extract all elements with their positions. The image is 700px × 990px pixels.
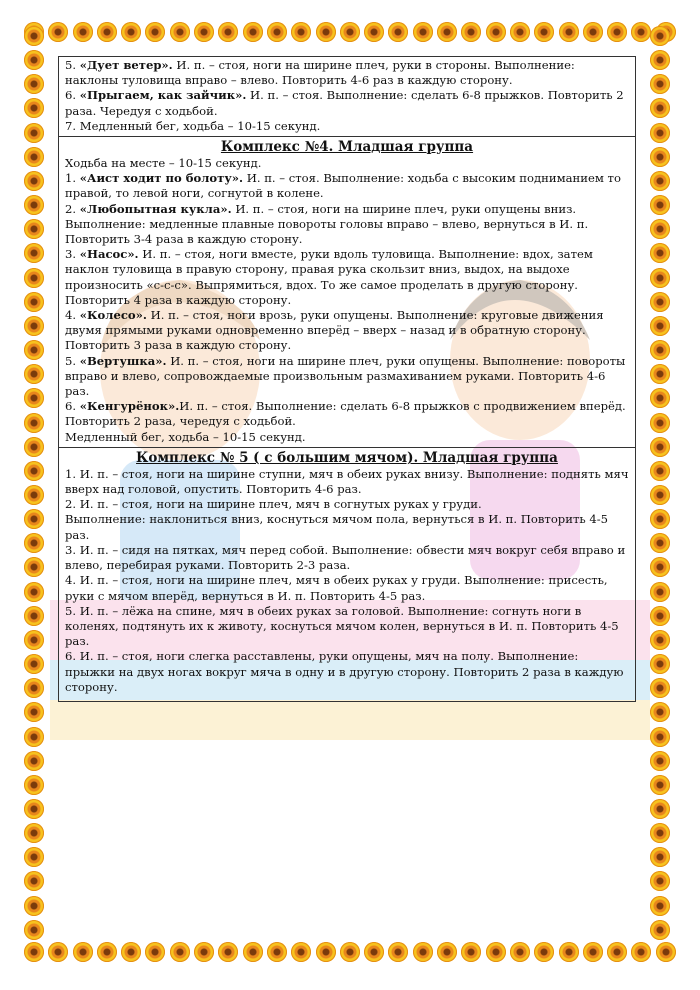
sunflower-icon [24, 98, 44, 118]
sunflower-icon [24, 606, 44, 626]
sunflower-icon [650, 219, 670, 239]
sunflower-icon [24, 340, 44, 360]
sunflower-icon [650, 678, 670, 698]
sunflower-icon [24, 751, 44, 771]
sunflower-icon [243, 22, 263, 42]
sunflower-icon [267, 942, 287, 962]
sunflower-icon [24, 727, 44, 747]
sunflower-icon [650, 437, 670, 457]
sunflower-icon [24, 413, 44, 433]
sunflower-icon [607, 942, 627, 962]
sunflower-icon [583, 22, 603, 42]
section-continued [59, 57, 635, 136]
sunflower-icon [631, 942, 651, 962]
sunflower-icon [24, 871, 44, 891]
sunflower-icon [24, 509, 44, 529]
sunflower-icon [559, 22, 579, 42]
sunflower-icon [437, 942, 457, 962]
sunflower-icon [650, 364, 670, 384]
sunflower-icon [24, 171, 44, 191]
sunflower-icon [24, 316, 44, 336]
sunflower-icon [650, 630, 670, 650]
sunflower-icon [650, 50, 670, 70]
sunflower-icon [461, 22, 481, 42]
sunflower-icon [24, 847, 44, 867]
sunflower-icon [24, 557, 44, 577]
sunflower-icon [24, 388, 44, 408]
sunflower-icon [650, 388, 670, 408]
exercise-item: Выполнение: наклониться вниз, коснуться мячом пола, вернуться в И. п. Повторить 4-5 раз. [65, 512, 609, 542]
sunflower-icon [170, 942, 190, 962]
sunflower-icon [650, 316, 670, 336]
sunflower-icon [24, 630, 44, 650]
sunflower-icon [364, 22, 384, 42]
sunflower-icon [24, 799, 44, 819]
sunflower-icon [291, 942, 311, 962]
complex-4-title: Комплекс №4. Младшая группа [220, 139, 474, 156]
sunflower-icon [24, 461, 44, 481]
exercise-item: 6. «Кенгурёнок».И. п. – стоя. Выполнение: сделать 6-8 прыжков с продвижением вперёд. Повторить 2 раза, чередуя с ходьбой. [65, 399, 626, 429]
sunflower-icon [607, 22, 627, 42]
sunflower-icon [486, 22, 506, 42]
sunflower-icon [218, 22, 238, 42]
sunflower-icon [194, 942, 214, 962]
sunflower-icon [194, 22, 214, 42]
sunflower-icon [650, 896, 670, 916]
exercise-item: 2. И. п. – стоя, ноги на ширине плеч, мяч в согнутых руках у груди. [65, 497, 482, 512]
exercise-item: 6. И. п. – стоя, ноги слегка расставлены, руки опущены, мяч на полу. Выполнение: прыжки на двух ногах вокруг мяча в одну и в другую сторону. Повторить 2 раза в каждую сторону. [65, 649, 624, 694]
sunflower-icon [559, 942, 579, 962]
sunflower-icon [24, 364, 44, 384]
sunflower-icon [24, 268, 44, 288]
sunflower-icon [486, 942, 506, 962]
sunflower-icon [650, 654, 670, 674]
sunflower-icon [48, 942, 68, 962]
sunflower-icon [24, 582, 44, 602]
border-left [24, 26, 50, 940]
sunflower-icon [650, 147, 670, 167]
sunflower-icon [437, 22, 457, 42]
sunflower-icon [650, 557, 670, 577]
sunflower-icon [170, 22, 190, 42]
sunflower-icon [24, 26, 44, 46]
sunflower-icon [650, 920, 670, 940]
sunflower-icon [24, 678, 44, 698]
sunflower-icon [24, 533, 44, 553]
sunflower-icon [24, 437, 44, 457]
exercise-item: 4. И. п. – стоя, ноги на ширине плеч, мяч в обеих руках у груди. Выполнение: присесть, руки с мячом вперёд, вернуться в И. п. Повторить 4-5 раз. [65, 573, 608, 603]
exercise-item: 4. «Колесо». И. п. – стоя, ноги врозь, руки опущены. Выполнение: круговые движения двумя прямыми руками одновременно вперёд – вверх – назад и в обратную сторону. Повторить 3 раза в каждую сторону. [65, 308, 604, 353]
sunflower-icon [650, 74, 670, 94]
sunflower-icon [24, 920, 44, 940]
sunflower-icon [413, 22, 433, 42]
sunflower-icon [650, 606, 670, 626]
sunflower-icon [534, 942, 554, 962]
exercise-item: 5. «Вертушка». И. п. – стоя, ноги на ширине плеч, руки опущены. Выполнение: повороты вправо и влево, сопровождаемые произвольным размахиванием руками. Повторить 4-6 раз. [65, 353, 626, 399]
sunflower-icon [97, 22, 117, 42]
sunflower-icon [24, 702, 44, 722]
sunflower-icon [24, 942, 44, 962]
sunflower-icon [650, 702, 670, 722]
exercise-item: 1. «Аист ходит по болоту». И. п. – стоя. Выполнение: ходьба с высоким подниманием то правой, то левой ноги, согнутой в колене. [65, 171, 621, 201]
sunflower-icon [24, 896, 44, 916]
sunflower-icon [267, 22, 287, 42]
sunflower-icon [24, 243, 44, 263]
sunflower-icon [650, 485, 670, 505]
sunflower-icon [650, 823, 670, 843]
exercise-item: 5. «Дует ветер». И. п. – стоя, ноги на ширине плеч, руки в стороны. Выполнение: наклоны туловища вправо – влево. Повторить 4-6 раз в каждую сторону. [65, 58, 575, 88]
sunflower-icon [48, 22, 68, 42]
sunflower-icon [413, 942, 433, 962]
sunflower-icon [510, 942, 530, 962]
sunflower-icon [631, 22, 651, 42]
sunflower-icon [145, 942, 165, 962]
complex-5-title: Комплекс № 5 ( с большим мячом). Младшая группа [136, 449, 558, 466]
sunflower-icon [218, 942, 238, 962]
sunflower-icon [650, 123, 670, 143]
border-top [24, 22, 676, 48]
sunflower-icon [650, 751, 670, 771]
border-right [650, 26, 676, 940]
sunflower-icon [24, 195, 44, 215]
sunflower-icon [24, 74, 44, 94]
sunflower-icon [24, 292, 44, 312]
exercise-table [58, 56, 636, 702]
sunflower-icon [145, 22, 165, 42]
exercise-item: 3. И. п. – сидя на пятках, мяч перед собой. Выполнение: обвести мяч вокруг себя вправо и влево, перебирая руками. Повторить 2-3 раза. [65, 542, 626, 573]
exercise-item: 1. И. п. – стоя, ноги на ширине ступни, мяч в обеих руках внизу. Выполнение: поднять мяч вверх над головой, опустить. Повторить 4-6 раз. [65, 466, 629, 497]
section-complex-5 [59, 447, 635, 701]
sunflower-icon [73, 942, 93, 962]
sunflower-icon [534, 22, 554, 42]
sunflower-icon [650, 582, 670, 602]
sunflower-icon [121, 22, 141, 42]
sunflower-icon [340, 22, 360, 42]
sunflower-icon [650, 171, 670, 191]
section-complex-4 [59, 136, 635, 447]
sunflower-icon [24, 775, 44, 795]
sunflower-icon [650, 533, 670, 553]
border-bottom [24, 942, 676, 968]
sunflower-icon [243, 942, 263, 962]
exercise-item: 2. «Любопытная кукла». И. п. – стоя, ноги на ширине плеч, руки опущены вниз. Выполнение: медленные плавные повороты головы вправо – влево, вернуться в И. п. Повторить 3-4 раза в каждую сторону. [65, 201, 589, 247]
sunflower-icon [650, 195, 670, 215]
sunflower-icon [650, 775, 670, 795]
sunflower-icon [316, 942, 336, 962]
sunflower-icon [650, 847, 670, 867]
sunflower-icon [650, 727, 670, 747]
sunflower-icon [73, 22, 93, 42]
sunflower-icon [583, 942, 603, 962]
sunflower-icon [650, 871, 670, 891]
sunflower-icon [24, 219, 44, 239]
sunflower-icon [650, 98, 670, 118]
sunflower-icon [97, 942, 117, 962]
sunflower-icon [461, 942, 481, 962]
sunflower-icon [650, 243, 670, 263]
sunflower-icon [656, 942, 676, 962]
sunflower-icon [24, 123, 44, 143]
exercise-item: 3. «Насос». И. п. – стоя, ноги вместе, руки вдоль туловища. Выполнение: вдох, затем наклон туловища в правую сторону, правая рука скользит вниз, выдох, на выдохе произносить «с-с-с». Выпрямиться, вдох. То же самое проделать в другую сторону. Повторить 4 раза в каждую сторону. [65, 247, 593, 307]
sunflower-icon [650, 340, 670, 360]
sunflower-icon [650, 799, 670, 819]
exercise-item: 6. «Прыгаем, как зайчик». И. п. – стоя. Выполнение: сделать 6-8 прыжков. Повторить 2 раза. Чередуя с ходьбой. [65, 88, 624, 118]
sunflower-icon [24, 50, 44, 70]
sunflower-icon [510, 22, 530, 42]
sunflower-icon [316, 22, 336, 42]
sunflower-icon [24, 147, 44, 167]
exercise-item: 7. Медленный бег, ходьба – 10-15 секунд. [65, 118, 321, 133]
sunflower-icon [24, 654, 44, 674]
sunflower-icon [364, 942, 384, 962]
sunflower-icon [650, 509, 670, 529]
sunflower-icon [650, 292, 670, 312]
sunflower-icon [24, 823, 44, 843]
exercise-item: 5. И. п. – лёжа на спине, мяч в обеих руках за головой. Выполнение: согнуть ноги в коленях, подтянуть их к животу, коснуться мячом колен, вернуться в И. п. Повторить 4-5 раз. [65, 603, 619, 649]
sunflower-icon [340, 942, 360, 962]
sunflower-icon [650, 413, 670, 433]
sunflower-icon [650, 268, 670, 288]
sunflower-icon [24, 485, 44, 505]
complex-4-outro: Медленный бег, ходьба – 10-15 секунд. [65, 429, 306, 444]
complex-4-intro: Ходьба на месте – 10-15 секунд. [65, 156, 262, 171]
sunflower-icon [650, 461, 670, 481]
sunflower-icon [388, 22, 408, 42]
sunflower-icon [650, 26, 670, 46]
sunflower-icon [291, 22, 311, 42]
sunflower-icon [121, 942, 141, 962]
sunflower-icon [388, 942, 408, 962]
